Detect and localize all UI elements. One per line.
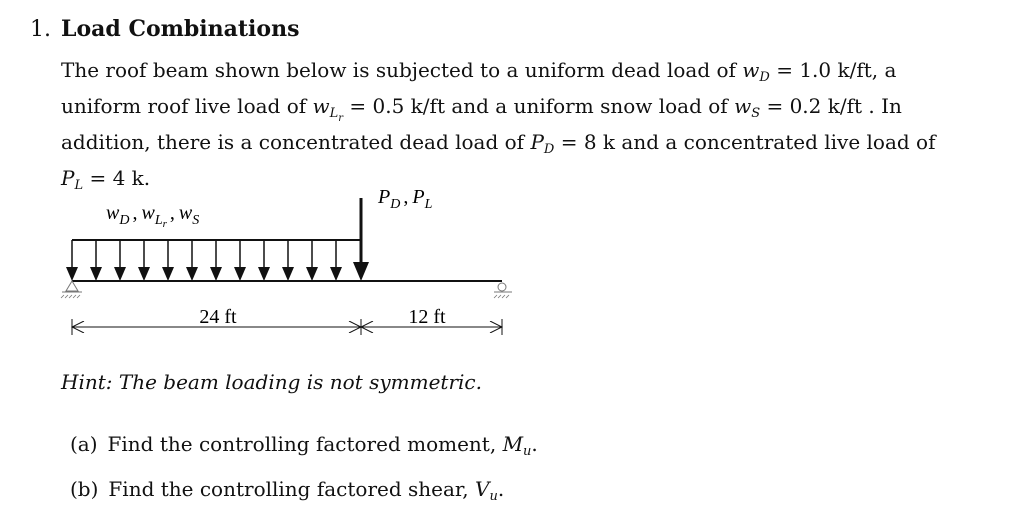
question-a: (a) Find the controlling factored moment, $M_u$. [70, 432, 538, 459]
question-b: (b) Find the controlling factored shear, $V_u$. [70, 477, 505, 504]
distributed-load-arrowhead [210, 267, 222, 281]
distributed-load-arrows [66, 240, 342, 281]
problem-number: 1. [30, 17, 51, 42]
distributed-load-arrowhead [258, 267, 270, 281]
statement-text: = 8 k and a concentrated live load of [554, 130, 936, 154]
statement-text: = 4 k. [83, 166, 151, 190]
distributed-load-arrowhead [90, 267, 102, 281]
question-text: Find the controlling factored moment, [107, 432, 503, 456]
distributed-load-label: $w_D$ , $w_Lr$ , $w_S$ [106, 202, 200, 230]
math-wD: $w_D$ [742, 58, 770, 85]
question-text: Find the controlling factored shear, [108, 477, 475, 501]
span-right-label: 12 ft [408, 306, 446, 328]
hint-text: Hint: The beam loading is not symmetric. [61, 370, 482, 394]
distributed-load-arrowhead [306, 267, 318, 281]
span-left-label: 24 ft [199, 306, 237, 328]
math-PD: $P_D$ [530, 130, 555, 157]
statement-text: The roof beam shown below is subjected to a uniform dead load of [61, 58, 743, 82]
math-wLr: $w_{L_r}$ [312, 94, 344, 124]
statement-text: = 0.2 k/ft . In [760, 94, 902, 118]
pin-support [61, 281, 82, 298]
distributed-load-arrowhead [162, 267, 174, 281]
statement-text: uniform roof live load of [61, 94, 313, 118]
distributed-load-arrowhead [114, 267, 126, 281]
distributed-load-arrowhead [282, 267, 294, 281]
distributed-load-arrowhead [234, 267, 246, 281]
math-PL: $P_L$ [61, 166, 84, 193]
question-label: (b) [70, 477, 99, 501]
point-load-label: $P_D$ , $P_L$ [378, 186, 433, 212]
distributed-load-arrowhead [186, 267, 198, 281]
statement-text: addition, there is a concentrated dead load of [61, 130, 531, 154]
problem-title: Load Combinations [61, 16, 300, 42]
roller-support [494, 283, 512, 298]
math-wS: $w_S$ [734, 94, 761, 121]
question-label: (a) [70, 432, 98, 456]
distributed-load-arrowhead [330, 267, 342, 281]
distributed-load-arrowhead [138, 267, 150, 281]
statement-text: = 1.0 k/ft, a [769, 58, 897, 82]
statement-text: = 0.5 k/ft and a uniform snow load of [343, 94, 735, 118]
distributed-load-arrowhead [66, 267, 78, 281]
